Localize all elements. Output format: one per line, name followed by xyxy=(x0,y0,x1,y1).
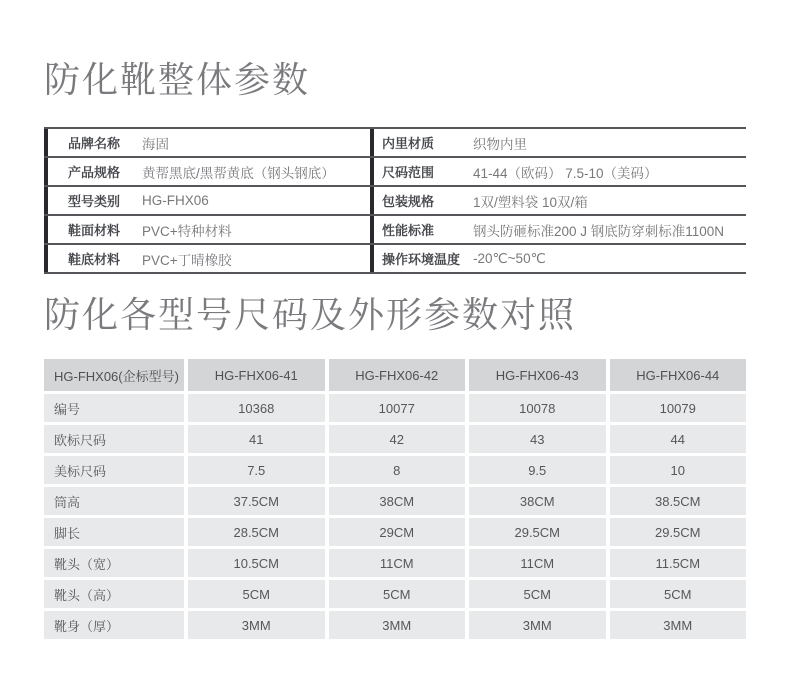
size-cell: 7.5 xyxy=(188,456,325,484)
spec-value: 织物内里 xyxy=(473,136,527,152)
size-cell: 28.5CM xyxy=(188,518,325,546)
section-title-size-comparison: 防化各型号尺码及外形参数对照 xyxy=(44,294,577,335)
spec-cell-left xyxy=(44,216,370,243)
size-cell: 5CM xyxy=(188,580,325,608)
size-cell: 9.5 xyxy=(469,456,606,484)
spec-value: -20℃~50℃ xyxy=(473,250,546,266)
row-marker-bar xyxy=(44,129,48,156)
size-cell: 3MM xyxy=(610,611,747,639)
size-cell: 10.5CM xyxy=(188,549,325,577)
spec-value: 钢头防砸标准200 J 钢底防穿刺标准1100N xyxy=(473,223,725,239)
spec-value: 41-44（欧码） 7.5-10（美码） xyxy=(473,165,658,181)
spec-label: 包装规格 xyxy=(382,194,435,209)
row-marker-bar xyxy=(370,216,374,243)
size-cell: 3MM xyxy=(469,611,606,639)
spec-value: 黄帮黑底/黑帮黄底（钢头钢底） xyxy=(142,165,335,181)
size-cell: 5CM xyxy=(469,580,606,608)
size-cell: 5CM xyxy=(610,580,747,608)
size-cell: 37.5CM xyxy=(188,487,325,515)
spec-label: 操作环境温度 xyxy=(382,252,461,267)
size-header-cell: HG-FHX06-41 xyxy=(188,359,325,391)
spec-cell-left xyxy=(44,129,370,156)
spec-cell-left xyxy=(44,158,370,185)
row-marker-bar xyxy=(370,129,374,156)
size-row-label: 欧标尺码 xyxy=(44,425,184,453)
spec-cell-right xyxy=(370,245,746,272)
overall-spec-table xyxy=(44,127,746,274)
spec-cell-right xyxy=(370,187,746,214)
size-cell: 41 xyxy=(188,425,325,453)
row-marker-bar xyxy=(370,245,374,272)
size-header-model-label: HG-FHX06(企标型号) xyxy=(44,359,184,391)
size-cell: 11.5CM xyxy=(610,549,747,577)
spec-label: 尺码范围 xyxy=(382,165,435,180)
size-cell: 42 xyxy=(329,425,466,453)
size-header-cell: HG-FHX06-42 xyxy=(329,359,466,391)
spec-value: 海固 xyxy=(142,136,169,152)
size-cell: 10078 xyxy=(469,394,606,422)
spec-value: HG-FHX06 xyxy=(142,193,209,208)
size-row-label: 靴头（宽） xyxy=(44,549,184,577)
size-comparison-table xyxy=(44,359,746,639)
size-cell: 3MM xyxy=(188,611,325,639)
spec-row xyxy=(44,214,746,243)
row-marker-bar xyxy=(44,187,48,214)
spec-cell-right xyxy=(370,216,746,243)
spec-value: 1双/塑料袋 10双/箱 xyxy=(473,194,588,210)
spec-label: 性能标准 xyxy=(382,223,435,238)
spec-value: PVC+丁晴橡胶 xyxy=(142,252,232,268)
row-marker-bar xyxy=(44,158,48,185)
spec-cell-left xyxy=(44,245,370,272)
size-cell: 29.5CM xyxy=(469,518,606,546)
spec-cell-right xyxy=(370,158,746,185)
size-row-label: 靴身（厚） xyxy=(44,611,184,639)
spec-row xyxy=(44,156,746,185)
size-header-cell: HG-FHX06-43 xyxy=(469,359,606,391)
spec-row xyxy=(44,185,746,214)
row-marker-bar xyxy=(44,216,48,243)
size-cell: 10079 xyxy=(610,394,747,422)
row-marker-bar xyxy=(370,158,374,185)
size-cell: 38.5CM xyxy=(610,487,747,515)
size-cell: 29.5CM xyxy=(610,518,747,546)
size-row-label: 靴头（高） xyxy=(44,580,184,608)
size-row-label: 脚长 xyxy=(44,518,184,546)
spec-label: 鞋底材料 xyxy=(68,252,121,267)
spec-row xyxy=(44,243,746,272)
size-cell: 8 xyxy=(329,456,466,484)
row-marker-bar xyxy=(44,245,48,272)
size-header-cell: HG-FHX06-44 xyxy=(610,359,747,391)
size-cell: 11CM xyxy=(329,549,466,577)
spec-value: PVC+特种材料 xyxy=(142,223,232,239)
size-cell: 44 xyxy=(610,425,747,453)
size-cell: 11CM xyxy=(469,549,606,577)
size-cell: 29CM xyxy=(329,518,466,546)
size-row-label: 美标尺码 xyxy=(44,456,184,484)
row-marker-bar xyxy=(370,187,374,214)
size-cell: 38CM xyxy=(469,487,606,515)
size-cell: 3MM xyxy=(329,611,466,639)
size-cell: 5CM xyxy=(329,580,466,608)
spec-label: 型号类别 xyxy=(68,194,121,209)
spec-cell-right xyxy=(370,129,746,156)
size-cell: 10 xyxy=(610,456,747,484)
spec-label: 内里材质 xyxy=(382,136,435,151)
size-row-label: 编号 xyxy=(44,394,184,422)
size-cell: 43 xyxy=(469,425,606,453)
spec-label: 鞋面材料 xyxy=(68,223,121,238)
spec-label: 产品规格 xyxy=(68,165,121,180)
spec-cell-left xyxy=(44,187,370,214)
size-cell: 10368 xyxy=(188,394,325,422)
section-title-overall-params: 防化靴整体参数 xyxy=(44,59,311,100)
spec-row xyxy=(44,127,746,156)
spec-label: 品牌名称 xyxy=(68,136,121,151)
size-cell: 38CM xyxy=(329,487,466,515)
size-row-label: 筒高 xyxy=(44,487,184,515)
size-cell: 10077 xyxy=(329,394,466,422)
